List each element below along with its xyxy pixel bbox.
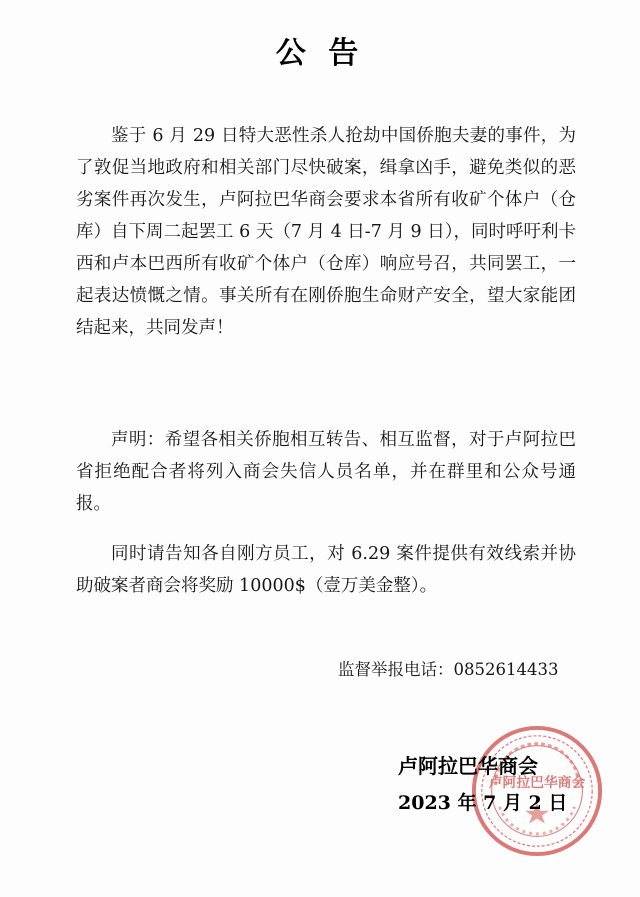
notice-title: 公 告 bbox=[275, 36, 365, 71]
hotline-text: 监督举报电话：0852614433 bbox=[338, 660, 559, 679]
main-paragraph: 鉴于 6 月 29 日特大恶性杀人抢劫中国侨胞夫妻的事件，为了敦促当地政府和相关部门尽快破案，缉拿凶手，避免类似的恶劣案件再次发生，卢阿拉巴华商会要求本省所有收矿个体户（仓库）自下周二起罢工 6 天（7 月 4 日-7 月 9 日），同时呼吁利卡西和卢本巴西所有收矿个体户（仓库）响应号召，共同罢工，一起表达愤慨之情。事关所有在刚侨胞生命财产安全，望大家能团结起来，共同发声！ bbox=[76, 126, 576, 338]
signature-date: 2023 年 7 月 2 日 bbox=[398, 792, 568, 814]
reward-paragraph: 同时请告知各自刚方员工，对 6.29 案件提供有效线索并协助破案者商会将奖励 10000$（壹万美金整）。 bbox=[76, 544, 576, 596]
signature-organization: 卢阿拉巴华商会 bbox=[398, 754, 538, 778]
seal-text: 卢阿拉巴华商会 bbox=[488, 775, 586, 792]
statement-paragraph: 声明：希望各相关侨胞相互转告、相互监督，对于卢阿拉巴省拒绝配合者将列入商会失信人员名单，并在群里和公众号通报。 bbox=[76, 430, 576, 514]
